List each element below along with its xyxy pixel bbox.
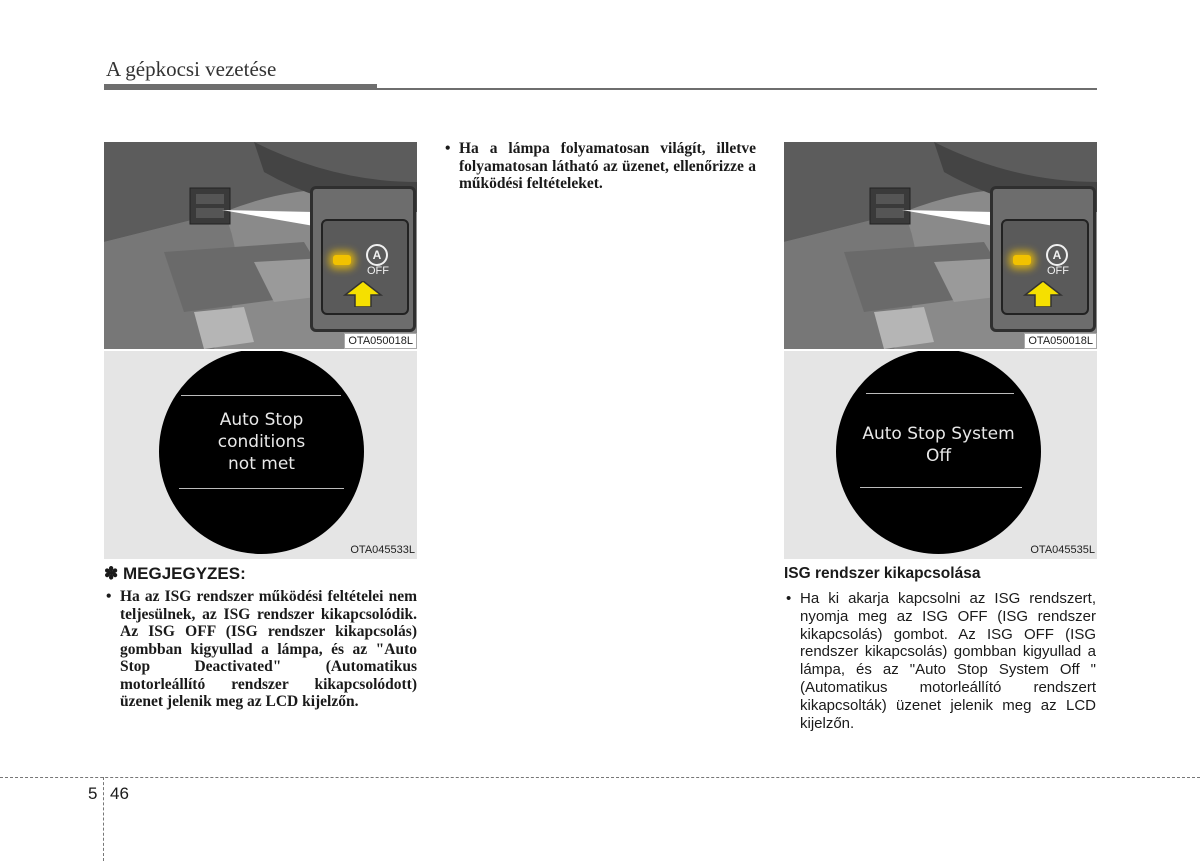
middle-text: Ha a lámpa folyamatosan világít, illetve folyamatosan látható az üzenet, ellenőrizze a működési feltételeket. xyxy=(459,140,756,192)
figure-code: OTA050018L xyxy=(1024,333,1097,349)
page-number: 46 xyxy=(110,784,129,803)
indicator-lamp-icon xyxy=(333,255,351,265)
press-arrow-icon xyxy=(341,281,385,312)
lcd-message: Auto Stop conditions not met xyxy=(217,410,306,474)
isg-off-button-closeup xyxy=(990,186,1096,332)
middle-bullet xyxy=(445,140,756,193)
figure-lcd-right xyxy=(784,351,1097,559)
footer-rule xyxy=(0,777,1200,778)
header-rule-thin xyxy=(377,88,1097,90)
header-rule-thick xyxy=(104,84,377,90)
figure-code: OTA045533L xyxy=(350,544,415,556)
off-label: OFF xyxy=(1047,265,1069,277)
bullet-mark: • xyxy=(106,588,112,605)
lcd-message: Auto Stop System Off xyxy=(862,424,1015,466)
chapter-number: 5 xyxy=(88,784,98,803)
isg-bullet xyxy=(786,590,1096,732)
note-text: Ha az ISG rendszer működési feltételei nem teljesülnek, az ISG rendszer kikapcsolódik. Az ISG OFF (ISG rendszer kikapcsolás) gombban kigyullad a lámpa, és az "Auto Stop Deactivated" (Automatikus motorleállító rendszer kikapcsolódott) üzenet jelenik meg az LCD kijelzőn. xyxy=(120,588,417,710)
press-arrow-icon xyxy=(1021,281,1065,312)
lcd-display xyxy=(159,351,364,554)
auto-stop-symbol-icon: A xyxy=(1046,244,1068,266)
isg-off-button-closeup xyxy=(310,186,416,332)
footer-divider xyxy=(103,777,104,861)
bullet-mark: • xyxy=(445,140,451,157)
auto-stop-symbol-icon: A xyxy=(366,244,388,266)
figure-dashboard-photo-right xyxy=(784,142,1097,349)
lcd-display xyxy=(836,351,1041,554)
page-header-title: A gépkocsi vezetése xyxy=(106,57,277,81)
isg-text: Ha ki akarja kapcsolni az ISG rendszert, nyomja meg az ISG OFF (ISG rendszer kikapcsolás) gombot. Az ISG OFF (ISG rendszer kikapcsolás) gombban kigyullad a lámpa, és az "Auto Stop System Off " (Automatikus motorleállító rendszert kikapcsolták) üzenet jelenik meg az LCD kijelzőn. xyxy=(800,590,1096,732)
indicator-lamp-icon xyxy=(1013,255,1031,265)
note-heading: ✽ MEGJEGYZES: xyxy=(104,564,246,583)
section-heading: ISG rendszer kikapcsolása xyxy=(784,565,981,582)
figure-code: OTA050018L xyxy=(344,333,417,349)
figure-code: OTA045535L xyxy=(1030,544,1095,556)
figure-dashboard-photo-left xyxy=(104,142,417,349)
note-bullet xyxy=(106,588,417,711)
off-label: OFF xyxy=(367,265,389,277)
bullet-mark: • xyxy=(786,590,792,607)
figure-lcd-left xyxy=(104,351,417,559)
